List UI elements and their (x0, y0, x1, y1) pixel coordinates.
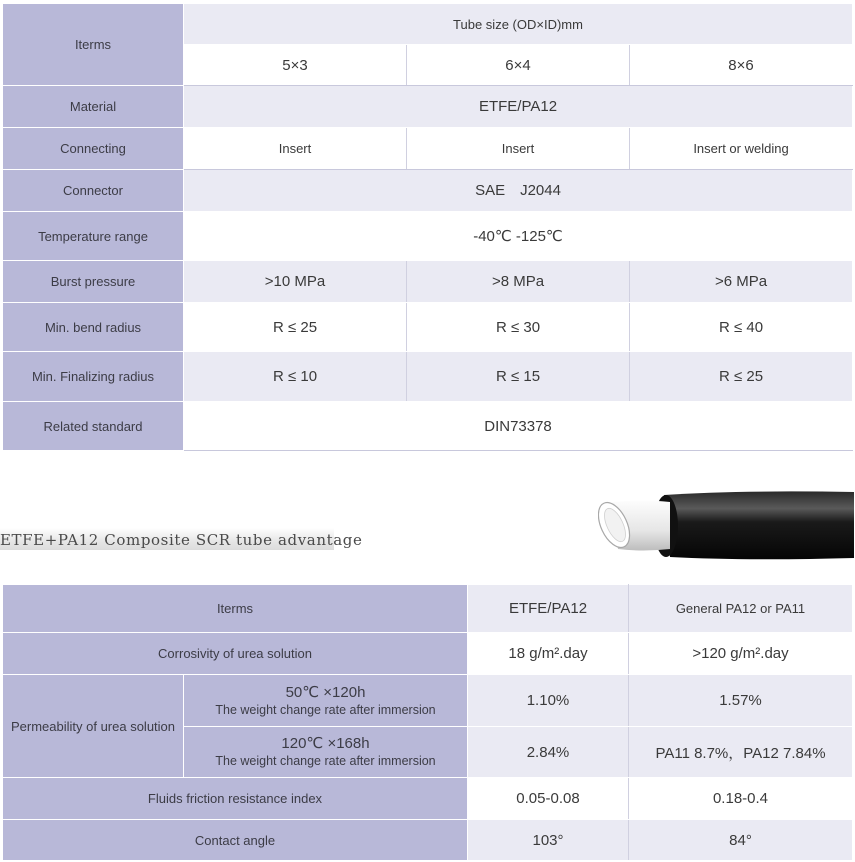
corrosivity-general: >120 g/m².day (629, 633, 853, 675)
burst-6x4: >8 MPa (407, 261, 630, 303)
advantage-table (2, 584, 853, 861)
permeability-50c-etfe: 1.10% (468, 675, 629, 727)
burst-8x6: >6 MPa (630, 261, 853, 303)
corrosivity-etfe: 18 g/m².day (468, 633, 629, 675)
finalizing-radius-label: Min. Finalizing radius (3, 352, 184, 402)
standard-value: DIN73378 (184, 402, 853, 451)
tube-spec-table (2, 3, 853, 451)
tube-image (598, 489, 854, 561)
temperature-label: Temperature range (3, 212, 184, 261)
finalizing-5x3: R ≤ 10 (184, 352, 407, 402)
finalizing-8x6: R ≤ 25 (630, 352, 853, 402)
contact-angle-label: Contact angle (3, 820, 468, 861)
condition-50c (184, 675, 468, 727)
condition-120c-title: 120℃ ×168h (281, 735, 370, 752)
general-header: General PA12 or PA11 (629, 585, 853, 633)
friction-general: 0.18-0.4 (629, 778, 853, 820)
connector-label: Connector (3, 170, 184, 212)
condition-120c-note: The weight change rate after immersion (215, 754, 436, 768)
size-6x4: 6×4 (407, 45, 630, 86)
tube-size-header: Tube size (OD×ID)mm (184, 4, 853, 45)
connecting-8x6: Insert or welding (630, 128, 853, 170)
permeability-120c-general: PA11 8.7%，PA12 7.84% (629, 727, 853, 778)
bend-8x6: R ≤ 40 (630, 303, 853, 352)
friction-label: Fluids friction resistance index (3, 778, 468, 820)
burst-pressure-label: Burst pressure (3, 261, 184, 303)
advantage-caption: ETFE+PA12 Composite SCR tube advantage (0, 528, 334, 550)
size-5x3: 5×3 (184, 45, 407, 86)
condition-120c (184, 727, 468, 778)
contact-angle-general: 84° (629, 820, 853, 861)
temperature-value: -40℃ -125℃ (184, 212, 853, 261)
condition-50c-note: The weight change rate after immersion (215, 702, 436, 717)
bend-radius-label: Min. bend radius (3, 303, 184, 352)
connecting-6x4: Insert (407, 128, 630, 170)
permeability-50c-general: 1.57% (629, 675, 853, 727)
friction-etfe: 0.05-0.08 (468, 778, 629, 820)
bend-5x3: R ≤ 25 (184, 303, 407, 352)
corrosivity-label: Corrosivity of urea solution (3, 633, 468, 675)
standard-label: Related standard (3, 402, 184, 451)
burst-5x3: >10 MPa (184, 261, 407, 303)
permeability-label: Permeability of urea solution (3, 675, 184, 778)
items-header: Iterms (3, 4, 184, 86)
bend-6x4: R ≤ 30 (407, 303, 630, 352)
contact-angle-etfe: 103° (468, 820, 629, 861)
material-value: ETFE/PA12 (184, 86, 853, 128)
condition-50c-title: 50℃ ×120h (285, 683, 366, 701)
size-8x6: 8×6 (630, 45, 853, 86)
permeability-120c-etfe: 2.84% (468, 727, 629, 778)
connector-value: SAE J2044 (184, 170, 853, 212)
items-header: Iterms (3, 585, 468, 633)
connecting-label: Connecting (3, 128, 184, 170)
etfe-header: ETFE/PA12 (468, 585, 629, 633)
material-label: Material (3, 86, 184, 128)
connecting-5x3: Insert (184, 128, 407, 170)
finalizing-6x4: R ≤ 15 (407, 352, 630, 402)
